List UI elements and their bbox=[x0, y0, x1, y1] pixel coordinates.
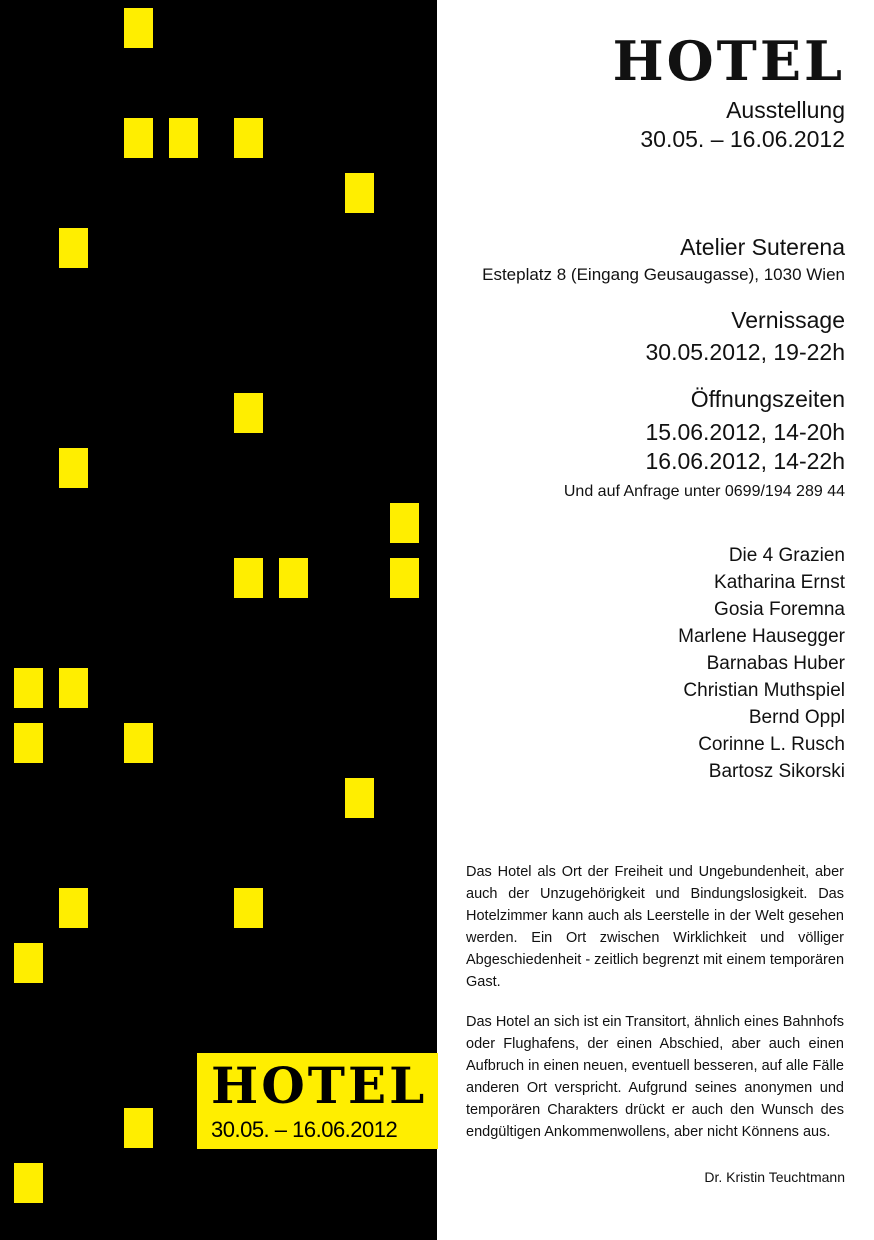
lit-window bbox=[124, 1108, 153, 1148]
artist-name: Marlene Hausegger bbox=[678, 626, 845, 647]
venue-address: Esteplatz 8 (Eingang Geusaugasse), 1030 Wien bbox=[482, 265, 845, 284]
artist-name: Bernd Oppl bbox=[748, 707, 845, 728]
opening-hours-label: Öffnungszeiten bbox=[690, 386, 845, 412]
artist-name: Gosia Foremna bbox=[714, 599, 845, 620]
lit-window bbox=[234, 558, 263, 598]
lit-window bbox=[390, 558, 419, 598]
description-paragraph: Das Hotel als Ort der Freiheit und Ungebundenheit, aber auch der Unzugehörigkeit und Bindungslosigkeit. Das Hotelzimmer kann auch als Leerstelle in der Welt gesehen werden. Ein Ort zwischen Wirklichkeit und völliger Abgeschiedenheit - zeitlich begrenzt mit einem temporären Gast. bbox=[466, 863, 845, 990]
lit-window bbox=[14, 1163, 43, 1203]
description-paragraph: Das Hotel an sich ist ein Transitort, ähnlich eines Bahnhofs oder Flughafens, der einen Abschied, aber auch einen Aufbruch in einen neuen, eventuell besseren, auf alle Fälle anderen Ort verspricht. Aufgrund seines anonymen und temporären Charakters drückt er auch den Wunsch des endgültigen Ankommenwollens, aber nicht Könnens aus. bbox=[466, 1013, 845, 1140]
lit-window bbox=[59, 228, 88, 268]
lit-window bbox=[59, 888, 88, 928]
exhibition-dates: 30.05. – 16.06.2012 bbox=[640, 126, 845, 152]
venue-name: Atelier Suterena bbox=[680, 234, 845, 260]
info-column bbox=[460, 0, 845, 1240]
lit-window bbox=[124, 723, 153, 763]
opening-hours-note: Und auf Anfrage unter 0699/194 289 44 bbox=[563, 483, 845, 500]
artist-name: Bartosz Sikorski bbox=[708, 761, 845, 782]
artist-name: Corinne L. Rusch bbox=[698, 734, 845, 755]
vernissage-date: 30.05.2012, 19-22h bbox=[645, 339, 845, 365]
opening-hours-time: 16.06.2012, 14-22h bbox=[645, 448, 845, 474]
lit-window bbox=[59, 448, 88, 488]
lit-window bbox=[14, 668, 43, 708]
lit-window bbox=[124, 8, 153, 48]
lit-window bbox=[14, 723, 43, 763]
artist-name: Katharina Ernst bbox=[714, 572, 845, 593]
badge-title: HOTEL bbox=[211, 1056, 428, 1115]
lit-window bbox=[124, 118, 153, 158]
hotel-badge bbox=[197, 1053, 438, 1149]
lit-window bbox=[234, 118, 263, 158]
artist-name: Christian Muthspiel bbox=[683, 680, 845, 701]
lit-window bbox=[390, 503, 419, 543]
artist-list bbox=[678, 542, 845, 785]
page-subtitle: Ausstellung bbox=[726, 97, 845, 123]
lit-window bbox=[279, 558, 308, 598]
lit-window bbox=[234, 393, 263, 433]
lit-window bbox=[14, 943, 43, 983]
opening-hours-time: 15.06.2012, 14-20h bbox=[645, 419, 845, 445]
lit-window bbox=[169, 118, 198, 158]
lit-window bbox=[59, 668, 88, 708]
artist-name: Barnabas Huber bbox=[706, 653, 845, 674]
lit-window bbox=[234, 888, 263, 928]
page-title: HOTEL bbox=[612, 29, 845, 93]
author-credit: Dr. Kristin Teuchtmann bbox=[704, 1169, 845, 1185]
lit-window bbox=[345, 173, 374, 213]
lit-window bbox=[345, 778, 374, 818]
badge-dates: 30.05. – 16.06.2012 bbox=[211, 1117, 398, 1142]
artist-name: Die 4 Grazien bbox=[728, 545, 845, 566]
vernissage-label: Vernissage bbox=[731, 307, 845, 333]
